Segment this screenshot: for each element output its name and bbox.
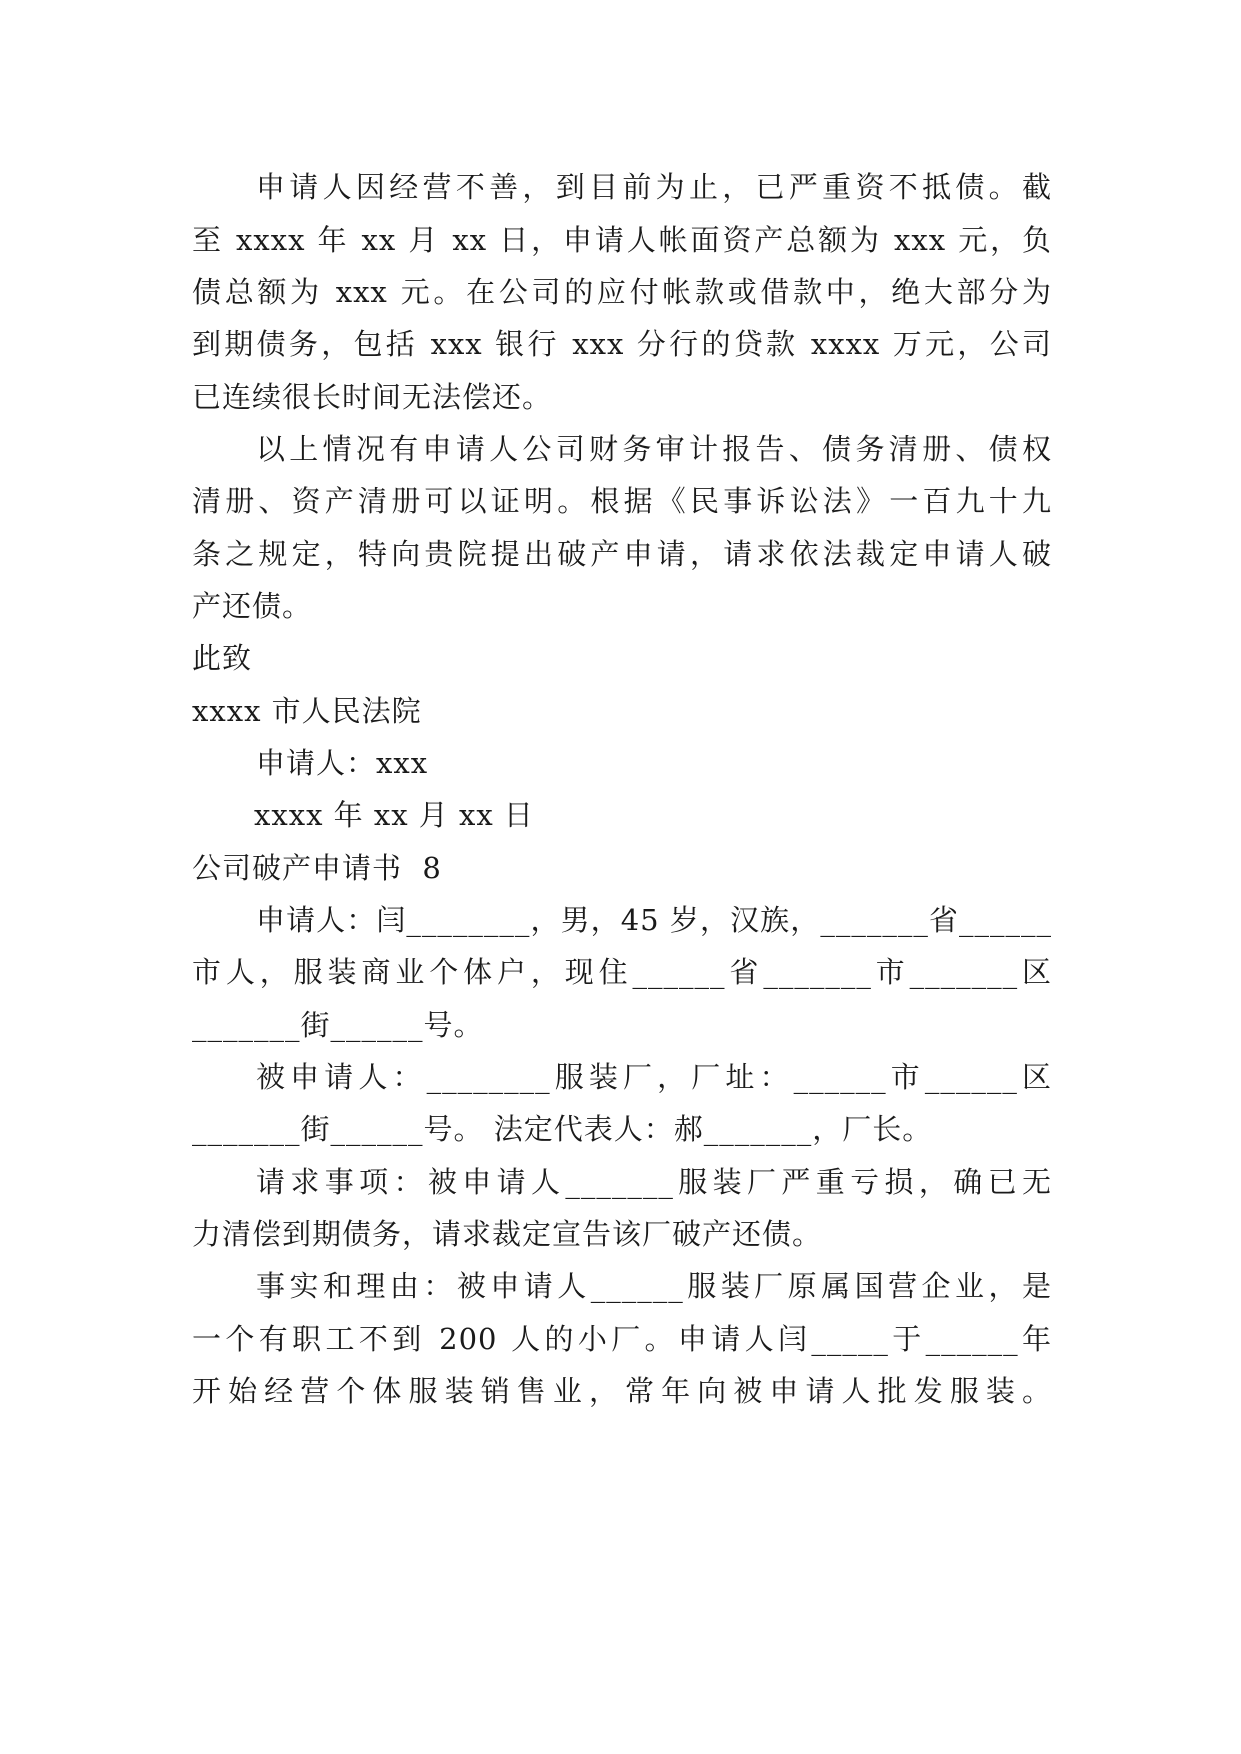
paragraph-line: 条之规定，特向贵院提出破产申请，请求依法裁定申请人破 [192, 537, 1052, 571]
paragraph-line: 请求事项：被申请人_______服装厂严重亏损，确已无 [256, 1165, 1052, 1199]
paragraph-line: 市人，服装商业个体户，现住______省_______市_______区 [192, 955, 1052, 989]
paragraph-line: 已连续很长时间无法偿还。 [192, 380, 553, 414]
paragraph-line: 力清偿到期债务，请求裁定宣告该厂破产还债。 [192, 1217, 823, 1251]
section-title: 公司破产申请书 8 [192, 851, 442, 885]
paragraph-line: 债总额为 xxx 元。在公司的应付帐款或借款中，绝大部分为 [192, 275, 1052, 309]
paragraph-line: 清册、资产清册可以证明。根据《民事诉讼法》一百九十九 [192, 484, 1052, 518]
paragraph-line: 申请人：闫________，男，45 岁，汉族，_______省______ [256, 903, 1052, 937]
paragraph-line: 开始经营个体服装销售业，常年向被申请人批发服装。 [192, 1374, 1052, 1408]
paragraph-line: 一个有职工不到 200 人的小厂。申请人闫_____于______年 [192, 1322, 1052, 1356]
paragraph-line: _______街______号。 法定代表人：郝_______，厂长。 [192, 1112, 933, 1146]
recipient-court: xxxx 市人民法院 [192, 694, 422, 728]
paragraph-line: _______街______号。 [192, 1008, 484, 1042]
paragraph-line: 至 xxxx 年 xx 月 xx 日，申请人帐面资产总额为 xxx 元，负 [192, 223, 1052, 257]
signature-date: xxxx 年 xx 月 xx 日 [254, 798, 534, 832]
paragraph-line: 申请人因经营不善，到目前为止，已严重资不抵债。截 [256, 170, 1052, 204]
paragraph-line: 产还债。 [192, 589, 313, 623]
salutation: 此致 [192, 641, 253, 675]
paragraph-line: 到期债务，包括 xxx 银行 xxx 分行的贷款 xxxx 万元，公司 [192, 327, 1052, 361]
applicant-signature: 申请人：xxx [256, 746, 429, 780]
paragraph-line: 以上情况有申请人公司财务审计报告、债务清册、债权 [256, 432, 1052, 466]
paragraph-line: 被申请人：________服装厂，厂址：______市______区 [256, 1060, 1052, 1094]
paragraph-line: 事实和理由：被申请人______服装厂原属国营企业，是 [256, 1269, 1052, 1303]
